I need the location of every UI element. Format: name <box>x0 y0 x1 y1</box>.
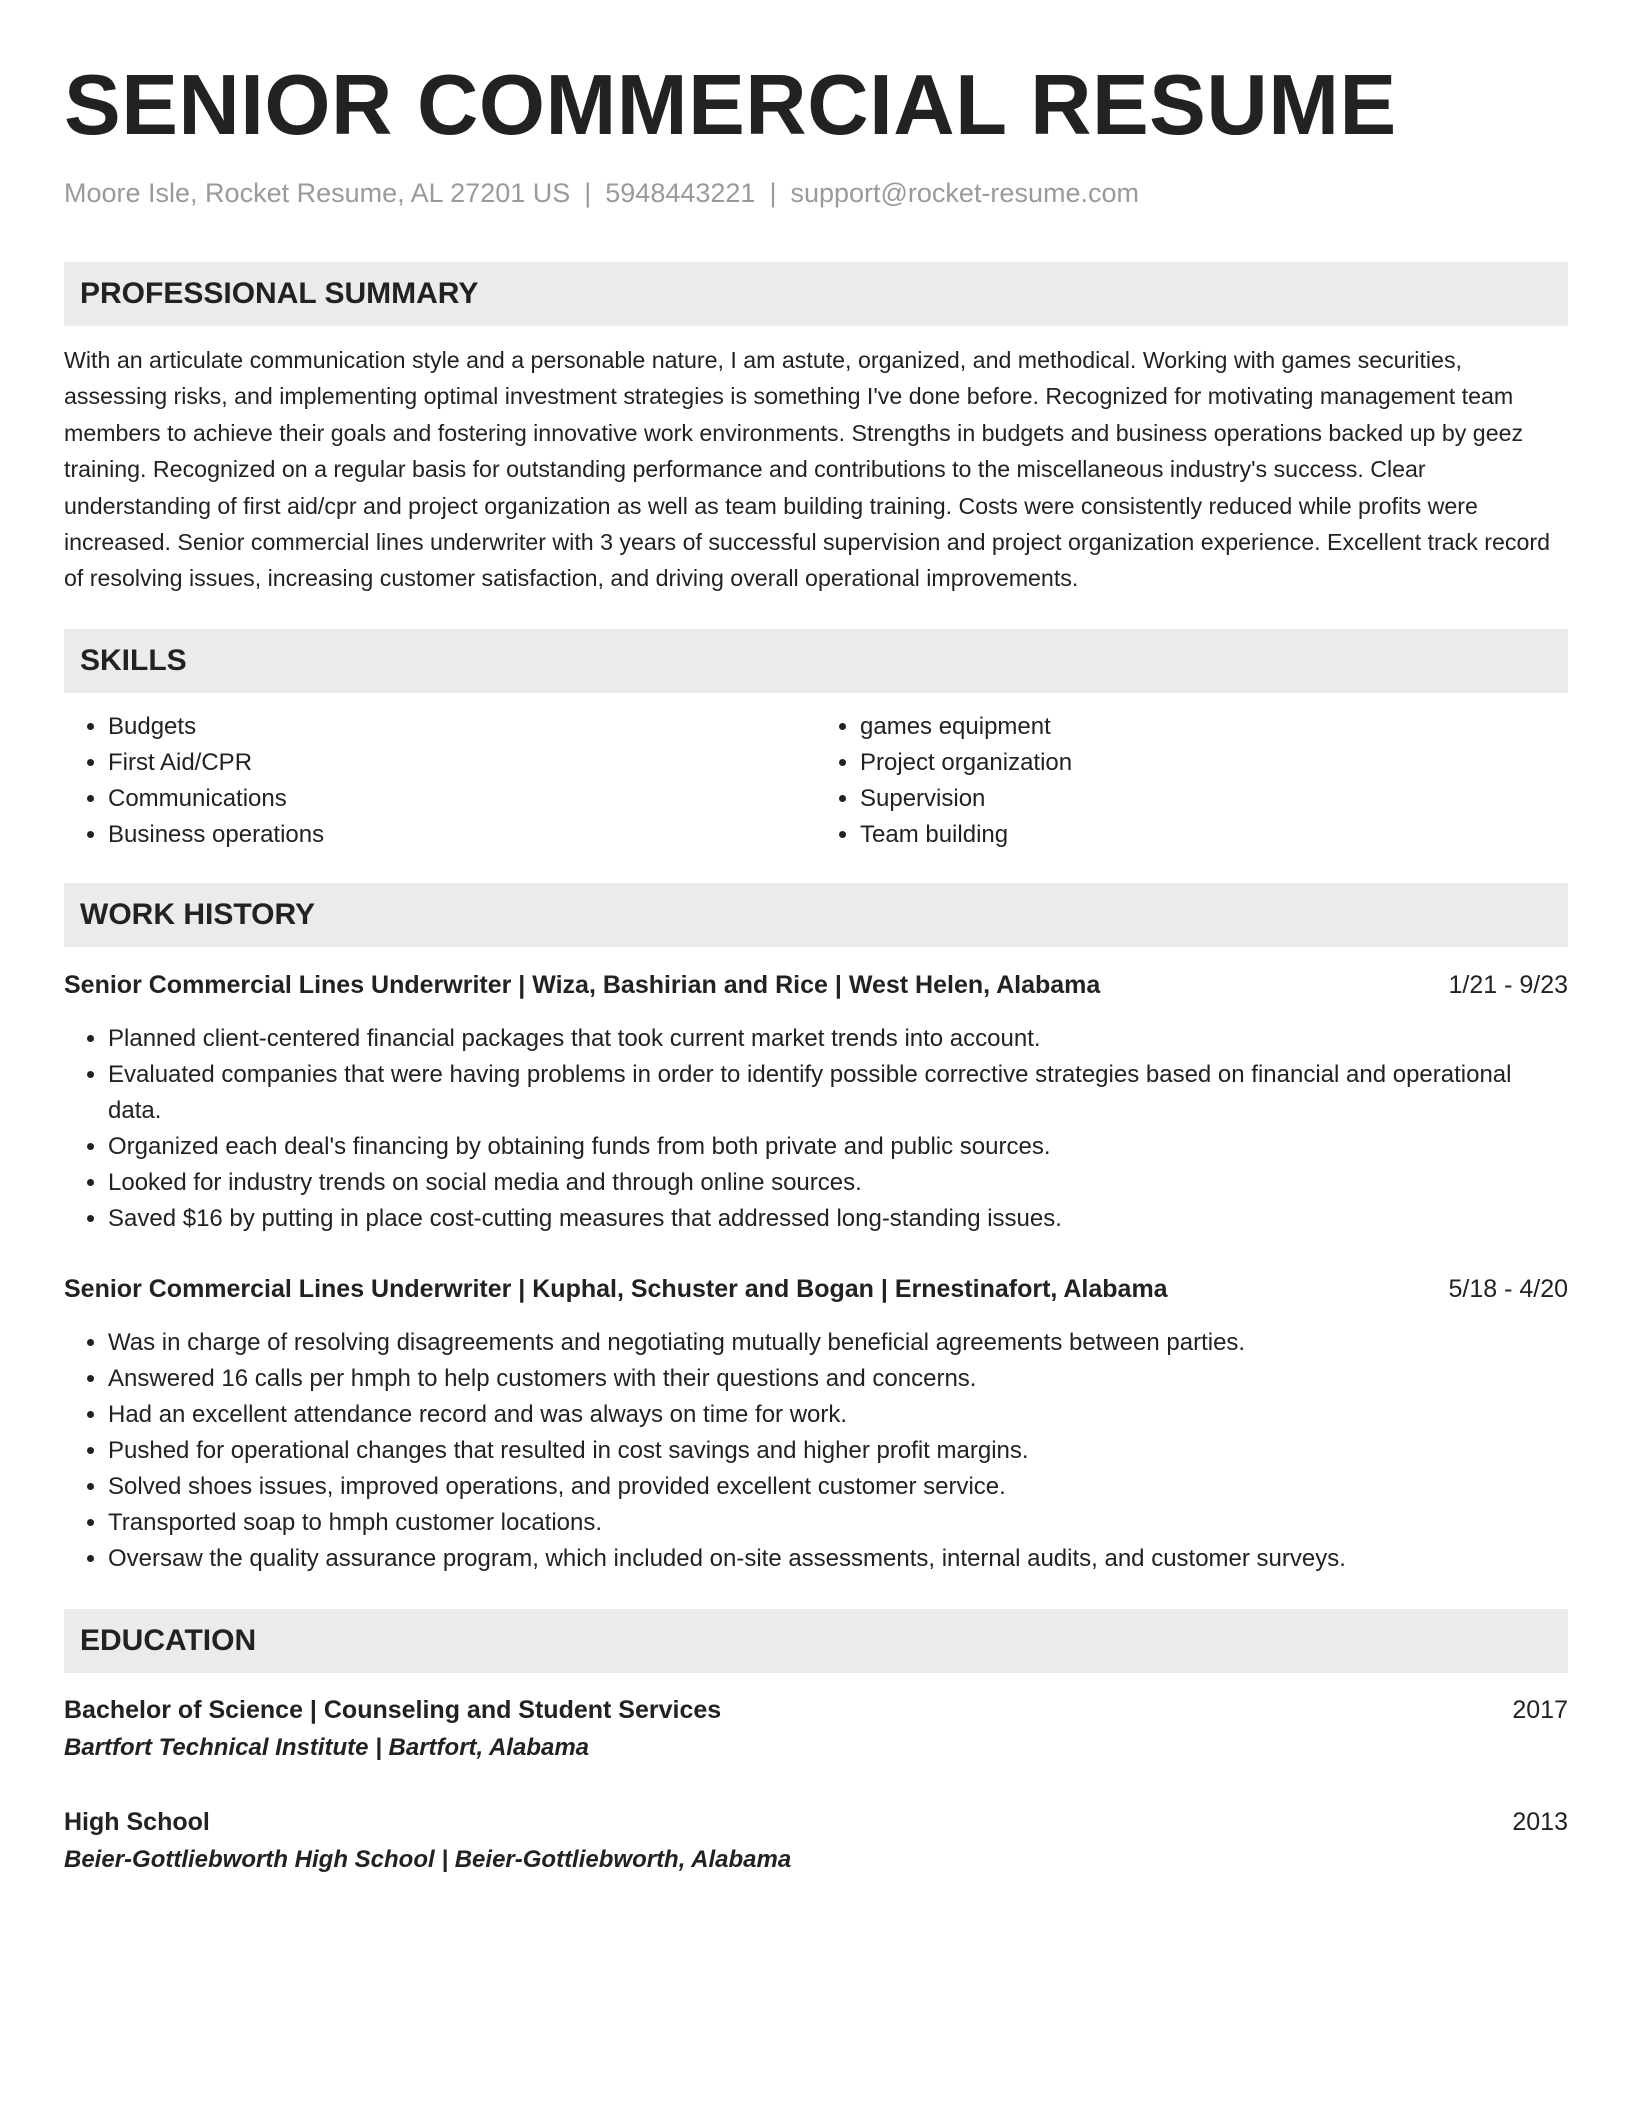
job-dates: 1/21 - 9/23 <box>1448 970 1568 999</box>
skill-item: • Budgets <box>108 709 816 745</box>
skill-item: • Business operations <box>108 817 816 853</box>
education-degree: High School <box>64 1807 210 1836</box>
job-heading: Senior Commercial Lines Underwriter | Kuphal, Schuster and Bogan | Ernestinafort, Alabama <box>64 1274 1168 1303</box>
skill-item: • games equipment <box>860 709 1568 745</box>
summary-text: With an articulate communication style and a personable nature, I am astute, organized, and methodical. Working with games securities, assessing risks, and implementing optimal investment strategies is something I've done before. Recognized for motivating management team members to achieve their goals and fostering innovative work environments. Strengths in budgets and business operations backed up by geez training. Recognized on a regular basis for outstanding performance and contributions to the miscellaneous industry's success. Clear understanding of first aid/cpr and project organization as well as team building training. Costs were consistently reduced while profits were increased. Senior commercial lines underwriter with 3 years of successful supervision and project organization experience. Excellent track record of resolving issues, increasing customer satisfaction, and driving overall operational improvements. <box>64 347 1550 592</box>
job-entry <box>64 967 1568 1237</box>
job-heading: Senior Commercial Lines Underwriter | Wiza, Bashirian and Rice | West Helen, Alabama <box>64 970 1101 999</box>
job-bullet: • Transported soap to hmph customer locations. <box>108 1505 1568 1541</box>
job-bullet: • Planned client-centered financial packages that took current market trends into account. <box>108 1021 1568 1057</box>
job-bullets <box>64 1021 1568 1237</box>
contact-line <box>64 176 1568 210</box>
education-school: Bartfort Technical Institute | Bartfort, Alabama <box>64 1733 590 1761</box>
education-school: Beier-Gottliebworth High School | Beier-Gottliebworth, Alabama <box>64 1845 792 1873</box>
job-heading-row <box>64 1271 1568 1307</box>
education-heading-row <box>64 1691 1568 1729</box>
skill-item: • First Aid/CPR <box>108 745 816 781</box>
education-degree: Bachelor of Science | Counseling and Student Services <box>64 1695 722 1724</box>
job-bullet: • Looked for industry trends on social media and through online sources. <box>108 1165 1568 1201</box>
job-bullet: • Organized each deal's financing by obtaining funds from both private and public sources. <box>108 1129 1568 1165</box>
section-header-summary: PROFESSIONAL SUMMARY <box>64 262 1568 326</box>
job-bullet: • Evaluated companies that were having problems in order to identify possible corrective strategies based on financial and operational data. <box>108 1057 1568 1129</box>
section-header-education: EDUCATION <box>64 1609 1568 1673</box>
education-entry <box>64 1691 1568 1767</box>
section-header-skills: SKILLS <box>64 629 1568 693</box>
job-bullet: • Solved shoes issues, improved operations, and provided excellent customer service. <box>108 1469 1568 1505</box>
job-bullet: • Saved $16 by putting in place cost-cutting measures that addressed long-standing issues. <box>108 1201 1568 1237</box>
skill-item: • Team building <box>860 817 1568 853</box>
skill-item: • Project organization <box>860 745 1568 781</box>
education-heading-row <box>64 1803 1568 1841</box>
education-year: 2017 <box>1512 1695 1568 1724</box>
skill-item: • Supervision <box>860 781 1568 817</box>
job-bullet: • Was in charge of resolving disagreements and negotiating mutually beneficial agreements between parties. <box>108 1325 1568 1361</box>
skills-column-right <box>816 709 1568 853</box>
job-bullet: • Had an excellent attendance record and was always on time for work. <box>108 1397 1568 1433</box>
contact-phone: 5948443221 <box>605 178 756 208</box>
job-bullet: • Answered 16 calls per hmph to help customers with their questions and concerns. <box>108 1361 1568 1397</box>
section-header-work-history: WORK HISTORY <box>64 883 1568 947</box>
skills-grid <box>64 709 1568 853</box>
contact-email: support@rocket-resume.com <box>790 178 1139 208</box>
contact-separator: | <box>769 178 777 208</box>
job-bullet: • Pushed for operational changes that resulted in cost savings and higher profit margins. <box>108 1433 1568 1469</box>
resume-title: SENIOR COMMERCIAL RESUME <box>64 58 1397 153</box>
skill-item: • Communications <box>108 781 816 817</box>
skills-column-left <box>64 709 816 853</box>
contact-address: Moore Isle, Rocket Resume, AL 27201 US <box>64 178 571 208</box>
job-bullet: • Oversaw the quality assurance program, which included on-site assessments, internal audits, and customer surveys. <box>108 1541 1568 1577</box>
education-entry <box>64 1803 1568 1879</box>
job-bullets <box>64 1325 1568 1577</box>
job-heading-row <box>64 967 1568 1003</box>
job-dates: 5/18 - 4/20 <box>1448 1274 1568 1303</box>
contact-separator: | <box>584 178 592 208</box>
education-year: 2013 <box>1512 1807 1568 1836</box>
job-entry <box>64 1271 1568 1577</box>
